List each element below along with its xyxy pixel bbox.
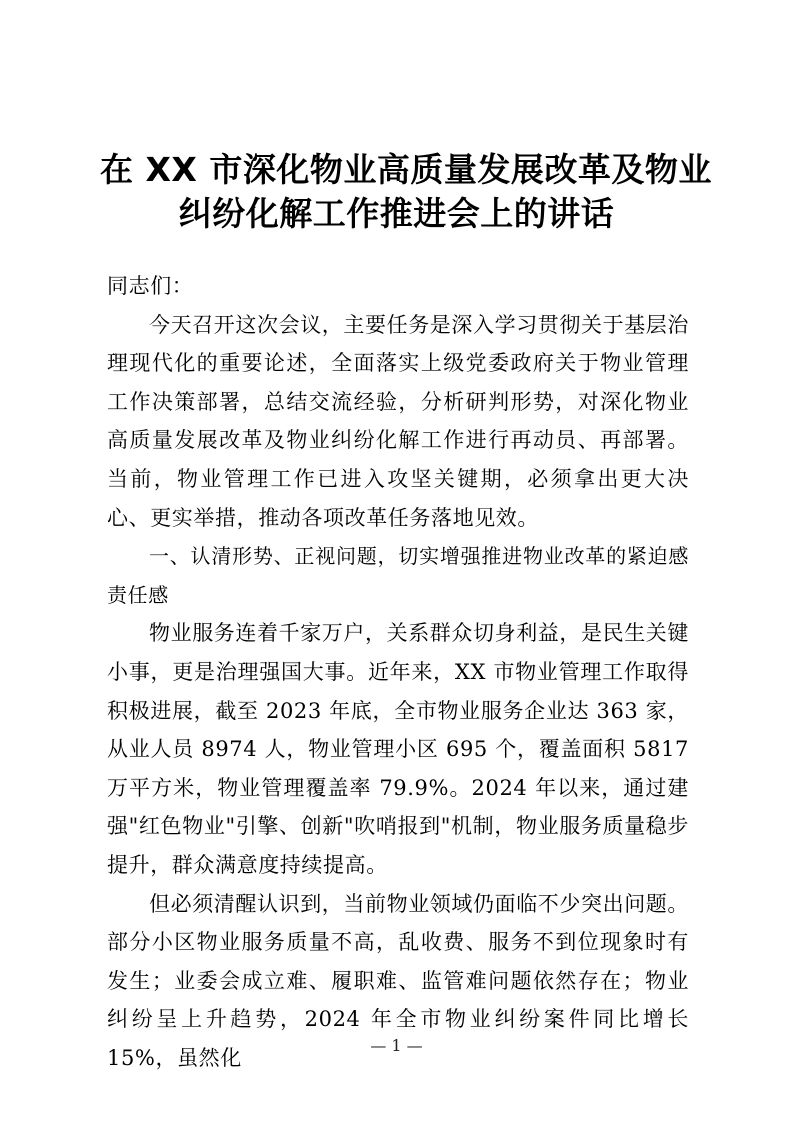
page-number: — 1 — <box>370 1036 423 1055</box>
paragraph-intro: 今天召开这次会议，主要任务是深入学习贯彻关于基层治理现代化的重要论述，全面落实上级党委政府关于物业管理工作决策部署，总结交流经验，分析研判形势，对深化物业高质量发展改革及物业纠纷化解工作进行再动员、再部署。当前，物业管理工作已进入攻坚关键期，必须拿出更大决心、更实举措，推动各项改革任务落地见效。 <box>107 312 689 530</box>
salutation: 同志们： <box>107 274 194 298</box>
title-line-1: 在 XX 市深化物业高质量发展改革及物业 <box>100 150 712 189</box>
document-title <box>100 148 712 236</box>
paragraph-progress: 物业服务连着千家万户，关系群众切身利益，是民生关键小事，更是治理强国大事。近年来，XX 市物业管理工作取得积极进展，截至 2023 年底，全市物业服务企业达 363 家，从业人员 8974 人，物业管理小区 695 个，覆盖面积 5817 万平方米，物业管理覆盖率 79.9%。2024 年以来，通过建强"红色物业"引擎、创新"吹哨报到"机制，物业服务质量稳步提升，群众满意度持续提高。 <box>107 621 689 877</box>
section-heading-1: 一、认清形势、正视问题，切实增强推进物业改革的紧迫感责任感 <box>107 544 689 607</box>
paragraph-problems: 但必须清醒认识到，当前物业领域仍面临不少突出问题。部分小区物业服务质量不高，乱收费、服务不到位现象时有发生；业委会成立难、履职难、监管难问题依然存在；物业纠纷呈上升趋势，2024 年全市物业纠纷案件同比增长 15%，虽然化 <box>107 891 689 1070</box>
document-body <box>107 267 689 1077</box>
title-line-2: 纠纷化解工作推进会上的讲话 <box>178 194 615 233</box>
